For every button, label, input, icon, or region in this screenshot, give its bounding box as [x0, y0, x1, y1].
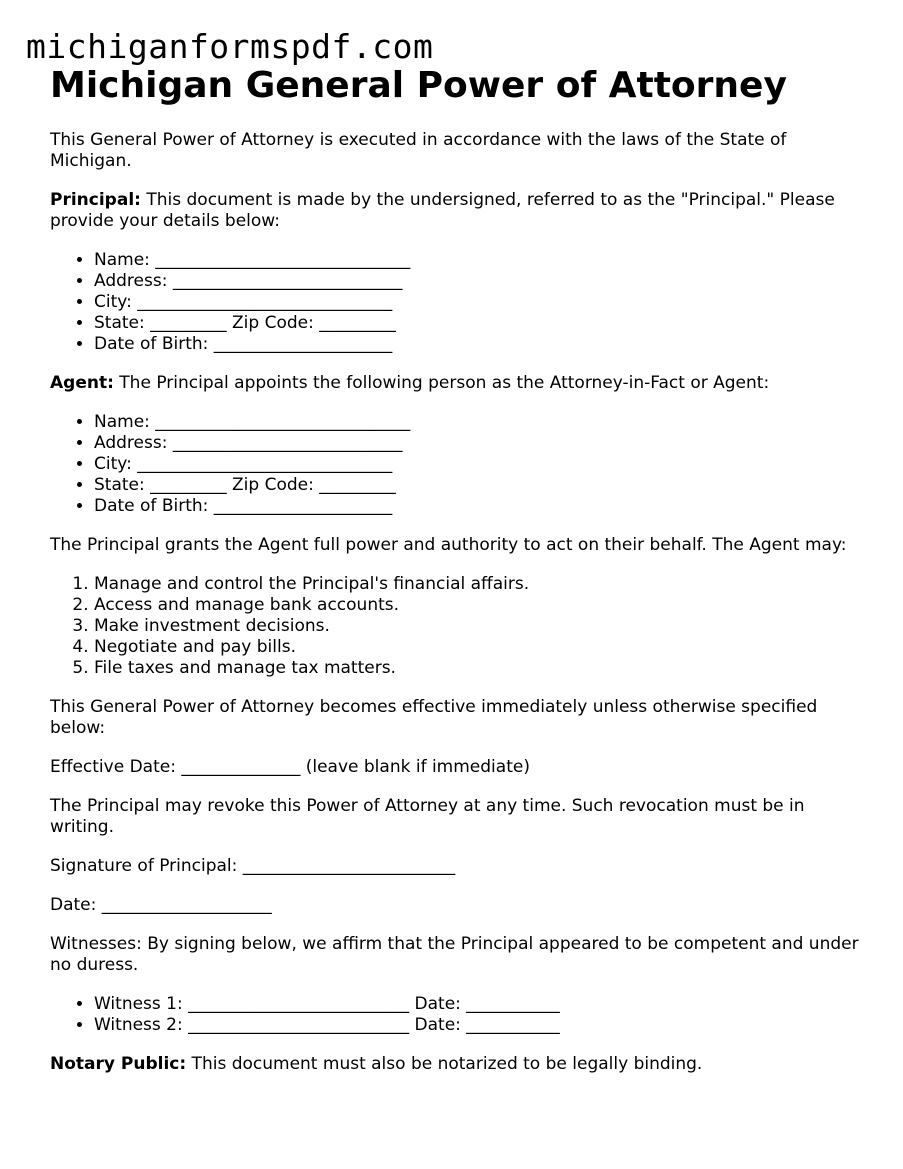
notary-paragraph: [50, 1054, 860, 1075]
agent-state-zip-field: • State: _________ Zip Code: _________: [94, 475, 860, 496]
principal-label: Principal:: [50, 190, 141, 210]
principal-paragraph: [50, 190, 860, 232]
witness-2-field: • Witness 2: __________________________ Date: ___________: [94, 1015, 860, 1036]
power-item: 1. Manage and control the Principal's financial affairs.: [94, 574, 860, 595]
principal-city-field: • City: ______________________________: [94, 292, 860, 313]
document-title: Michigan General Power of Attorney: [50, 65, 787, 106]
agent-city-field: • City: ______________________________: [94, 454, 860, 475]
powers-list: [50, 574, 860, 679]
principal-name-field: • Name: ______________________________: [94, 250, 860, 271]
principal-address-field: • Address: ___________________________: [94, 271, 860, 292]
effective-statement: This General Power of Attorney becomes effective immediately unless otherwise specified below:: [50, 697, 818, 738]
document-page: [50, 60, 860, 1093]
witnesses-statement: Witnesses: By signing below, we affirm that the Principal appeared to be competent and under no duress.: [50, 934, 859, 975]
agent-fields-list: [50, 412, 860, 517]
power-item: 5. File taxes and manage tax matters.: [94, 658, 860, 679]
effective-date-field: Effective Date: ______________ (leave blank if immediate): [50, 757, 530, 777]
witness-1-field: • Witness 1: __________________________ Date: ___________: [94, 994, 860, 1015]
powers-intro: The Principal grants the Agent full power and authority to act on their behalf. The Agent may:: [50, 535, 847, 555]
notary-label: Notary Public:: [50, 1054, 187, 1074]
date-field: Date: ____________________: [50, 895, 272, 915]
agent-dob-field: • Date of Birth: _____________________: [94, 496, 860, 517]
principal-text: This document is made by the undersigned, referred to as the "Principal." Please provide your details below:: [50, 190, 835, 231]
power-item: 2. Access and manage bank accounts.: [94, 595, 860, 616]
agent-text: The Principal appoints the following person as the Attorney-in-Fact or Agent:: [113, 373, 770, 393]
revocation-paragraph: The Principal may revoke this Power of Attorney at any time. Such revocation must be in writing.: [50, 796, 805, 837]
principal-dob-field: • Date of Birth: _____________________: [94, 334, 860, 355]
agent-address-field: • Address: ___________________________: [94, 433, 860, 454]
intro-paragraph: This General Power of Attorney is executed in accordance with the laws of the State of Michigan.: [50, 130, 787, 171]
agent-label: Agent:: [50, 373, 114, 393]
signature-field: Signature of Principal: _________________________: [50, 856, 456, 876]
agent-name-field: • Name: ______________________________: [94, 412, 860, 433]
witnesses-list: [50, 994, 860, 1036]
power-item: 4. Negotiate and pay bills.: [94, 637, 860, 658]
power-item: 3. Make investment decisions.: [94, 616, 860, 637]
notary-text: This document must also be notarized to be legally binding.: [186, 1054, 703, 1074]
principal-fields-list: [50, 250, 860, 355]
watermark: michiganformspdf.com: [26, 27, 434, 66]
principal-state-zip-field: • State: _________ Zip Code: _________: [94, 313, 860, 334]
agent-paragraph: [50, 373, 860, 394]
